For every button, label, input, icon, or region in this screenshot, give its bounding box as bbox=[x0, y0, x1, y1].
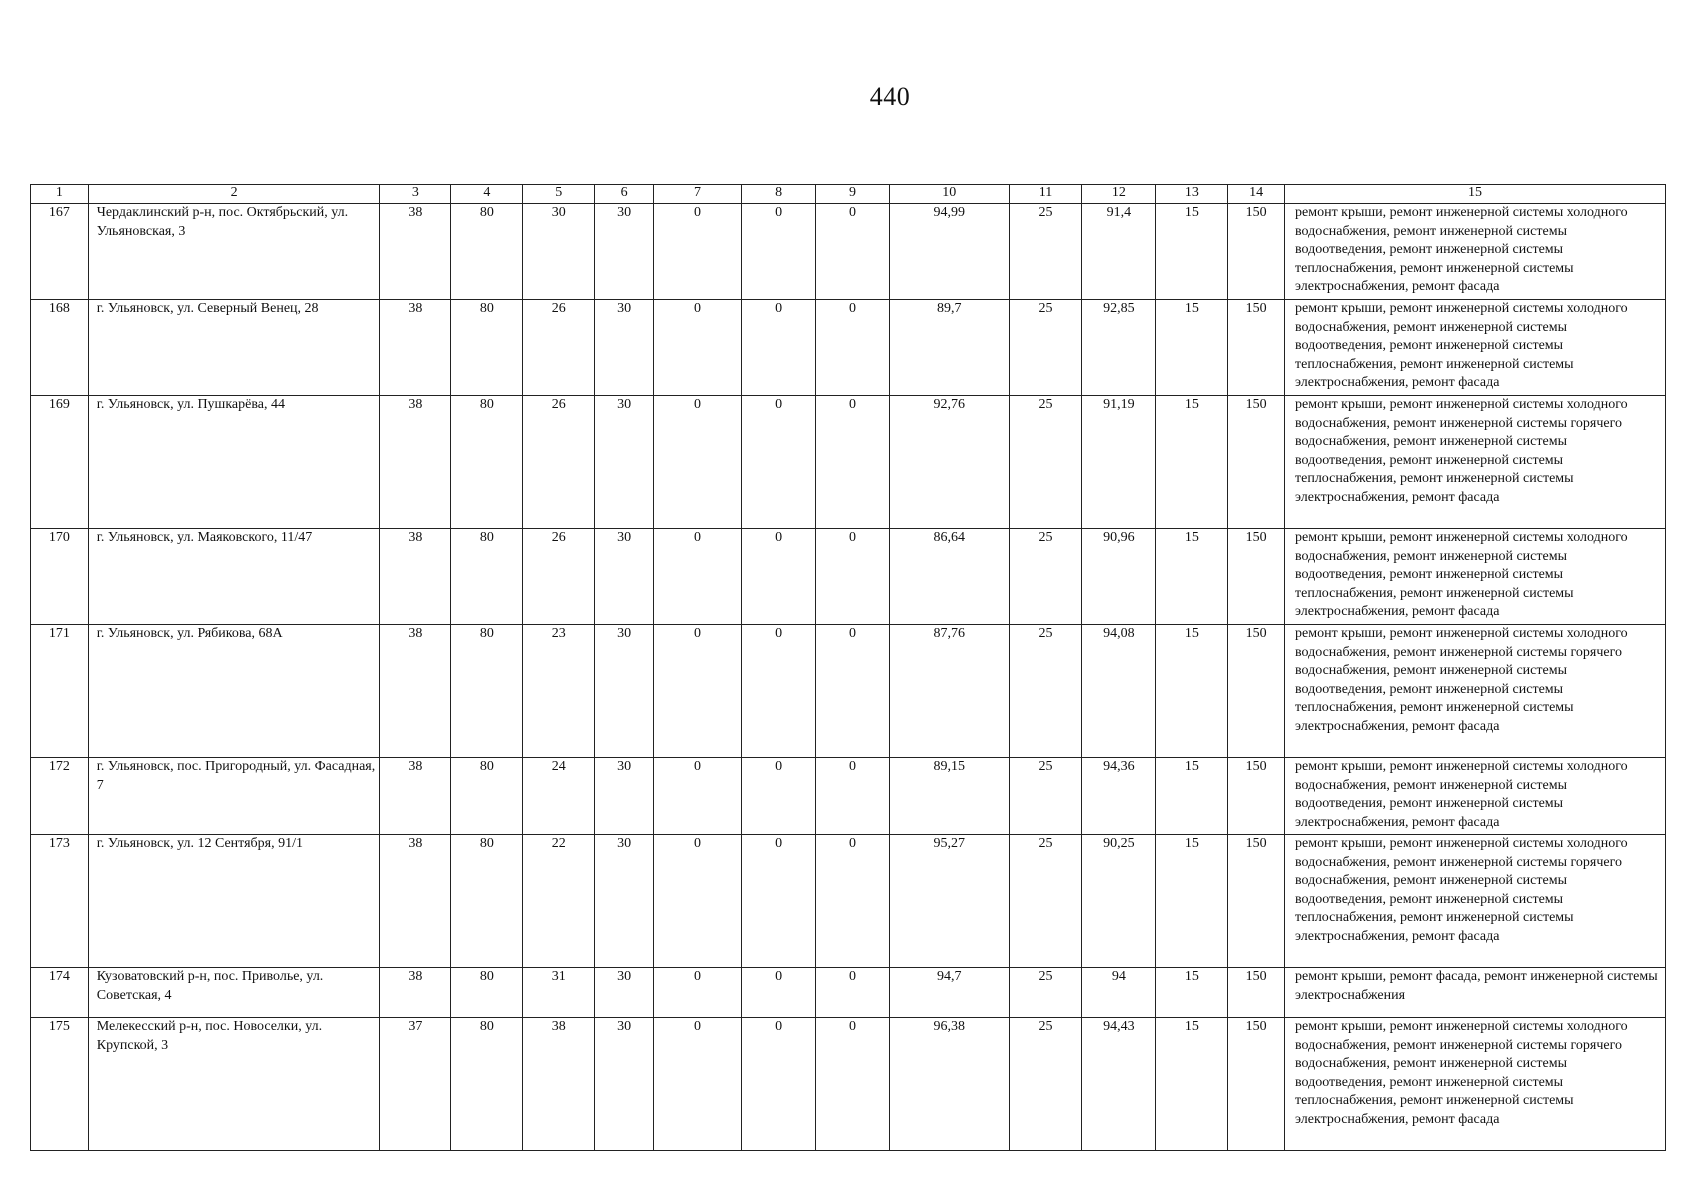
address-cell: г. Ульяновск, ул. Северный Венец, 28 bbox=[88, 300, 380, 396]
cell: 0 bbox=[816, 396, 890, 529]
works-cell: ремонт крыши, ремонт инженерной системы холодного водоснабжения, ремонт инженерной системы горячего водоснабжения, ремонт инженерной системы водоотведения, ремонт инженерной системы теплоснабжения, ремонт инженерной системы электроснабжения, ремонт фасада bbox=[1285, 625, 1666, 758]
table-row bbox=[31, 968, 1666, 1018]
column-header: 11 bbox=[1009, 185, 1082, 204]
table-row bbox=[31, 758, 1666, 835]
row-number: 175 bbox=[31, 1018, 89, 1151]
cell: 25 bbox=[1009, 968, 1082, 1018]
cell: 0 bbox=[742, 835, 816, 968]
cell: 94,36 bbox=[1082, 758, 1156, 835]
cell: 0 bbox=[816, 968, 890, 1018]
column-header: 4 bbox=[451, 185, 523, 204]
cell: 30 bbox=[595, 835, 654, 968]
cell: 15 bbox=[1156, 1018, 1228, 1151]
works-cell: ремонт крыши, ремонт инженерной системы холодного водоснабжения, ремонт инженерной системы горячего водоснабжения, ремонт инженерной системы водоотведения, ремонт инженерной системы теплоснабжения, ремонт инженерной системы электроснабжения, ремонт фасада bbox=[1285, 396, 1666, 529]
table-row bbox=[31, 204, 1666, 300]
cell: 30 bbox=[595, 758, 654, 835]
cell: 80 bbox=[451, 968, 523, 1018]
cell: 89,15 bbox=[889, 758, 1009, 835]
row-number: 168 bbox=[31, 300, 89, 396]
cell: 38 bbox=[380, 529, 451, 625]
column-header: 15 bbox=[1285, 185, 1666, 204]
cell: 23 bbox=[523, 625, 595, 758]
row-number: 169 bbox=[31, 396, 89, 529]
cell: 0 bbox=[816, 300, 890, 396]
cell: 0 bbox=[816, 529, 890, 625]
works-cell: ремонт крыши, ремонт инженерной системы холодного водоснабжения, ремонт инженерной системы водоотведения, ремонт инженерной системы электроснабжения, ремонт фасада bbox=[1285, 758, 1666, 835]
table-row bbox=[31, 529, 1666, 625]
address-cell: г. Ульяновск, пос. Пригородный, ул. Фасадная, 7 bbox=[88, 758, 380, 835]
cell: 150 bbox=[1228, 1018, 1285, 1151]
cell: 0 bbox=[742, 396, 816, 529]
column-header: 10 bbox=[889, 185, 1009, 204]
address-cell: г. Ульяновск, ул. Маяковского, 11/47 bbox=[88, 529, 380, 625]
table-row bbox=[31, 625, 1666, 758]
works-cell: ремонт крыши, ремонт инженерной системы холодного водоснабжения, ремонт инженерной системы водоотведения, ремонт инженерной системы теплоснабжения, ремонт инженерной системы электроснабжения, ремонт фасада bbox=[1285, 529, 1666, 625]
table-row bbox=[31, 396, 1666, 529]
cell: 95,27 bbox=[889, 835, 1009, 968]
cell: 150 bbox=[1228, 625, 1285, 758]
cell: 150 bbox=[1228, 835, 1285, 968]
cell: 92,76 bbox=[889, 396, 1009, 529]
cell: 15 bbox=[1156, 968, 1228, 1018]
column-header: 9 bbox=[816, 185, 890, 204]
row-number: 167 bbox=[31, 204, 89, 300]
cell: 25 bbox=[1009, 1018, 1082, 1151]
repair-program-table bbox=[30, 184, 1666, 1151]
cell: 0 bbox=[816, 204, 890, 300]
works-cell: ремонт крыши, ремонт инженерной системы холодного водоснабжения, ремонт инженерной системы горячего водоснабжения, ремонт инженерной системы водоотведения, ремонт инженерной системы теплоснабжения, ремонт инженерной системы электроснабжения, ремонт фасада bbox=[1285, 1018, 1666, 1151]
works-cell: ремонт крыши, ремонт инженерной системы холодного водоснабжения, ремонт инженерной системы горячего водоснабжения, ремонт инженерной системы водоотведения, ремонт инженерной системы теплоснабжения, ремонт инженерной системы электроснабжения, ремонт фасада bbox=[1285, 835, 1666, 968]
column-header: 3 bbox=[380, 185, 451, 204]
cell: 31 bbox=[523, 968, 595, 1018]
works-cell: ремонт крыши, ремонт фасада, ремонт инженерной системы электроснабжения bbox=[1285, 968, 1666, 1018]
cell: 0 bbox=[653, 1018, 741, 1151]
cell: 0 bbox=[742, 625, 816, 758]
cell: 30 bbox=[595, 625, 654, 758]
cell: 0 bbox=[653, 300, 741, 396]
row-number: 174 bbox=[31, 968, 89, 1018]
address-cell: Мелекесский р-н, пос. Новоселки, ул. Крупской, 3 bbox=[88, 1018, 380, 1151]
cell: 0 bbox=[816, 758, 890, 835]
cell: 37 bbox=[380, 1018, 451, 1151]
cell: 25 bbox=[1009, 758, 1082, 835]
cell: 150 bbox=[1228, 968, 1285, 1018]
cell: 94,43 bbox=[1082, 1018, 1156, 1151]
cell: 22 bbox=[523, 835, 595, 968]
cell: 38 bbox=[380, 835, 451, 968]
cell: 0 bbox=[816, 1018, 890, 1151]
row-number: 172 bbox=[31, 758, 89, 835]
cell: 87,76 bbox=[889, 625, 1009, 758]
cell: 15 bbox=[1156, 835, 1228, 968]
cell: 15 bbox=[1156, 396, 1228, 529]
cell: 80 bbox=[451, 1018, 523, 1151]
column-header: 13 bbox=[1156, 185, 1228, 204]
cell: 38 bbox=[380, 396, 451, 529]
cell: 0 bbox=[816, 835, 890, 968]
table-header bbox=[31, 185, 1666, 204]
cell: 25 bbox=[1009, 204, 1082, 300]
cell: 38 bbox=[523, 1018, 595, 1151]
cell: 0 bbox=[742, 300, 816, 396]
cell: 30 bbox=[595, 204, 654, 300]
cell: 80 bbox=[451, 396, 523, 529]
row-number: 170 bbox=[31, 529, 89, 625]
page-number: 440 bbox=[869, 82, 911, 111]
cell: 0 bbox=[653, 835, 741, 968]
cell: 15 bbox=[1156, 625, 1228, 758]
cell: 94,08 bbox=[1082, 625, 1156, 758]
cell: 91,4 bbox=[1082, 204, 1156, 300]
cell: 0 bbox=[653, 968, 741, 1018]
cell: 89,7 bbox=[889, 300, 1009, 396]
cell: 15 bbox=[1156, 758, 1228, 835]
column-header: 5 bbox=[523, 185, 595, 204]
cell: 25 bbox=[1009, 529, 1082, 625]
cell: 0 bbox=[653, 204, 741, 300]
column-number-row bbox=[31, 185, 1666, 204]
cell: 38 bbox=[380, 968, 451, 1018]
cell: 86,64 bbox=[889, 529, 1009, 625]
cell: 0 bbox=[742, 758, 816, 835]
cell: 0 bbox=[742, 529, 816, 625]
cell: 15 bbox=[1156, 529, 1228, 625]
cell: 150 bbox=[1228, 300, 1285, 396]
column-header: 7 bbox=[653, 185, 741, 204]
column-header: 1 bbox=[31, 185, 89, 204]
cell: 91,19 bbox=[1082, 396, 1156, 529]
cell: 0 bbox=[816, 625, 890, 758]
cell: 38 bbox=[380, 758, 451, 835]
column-header: 12 bbox=[1082, 185, 1156, 204]
cell: 0 bbox=[742, 968, 816, 1018]
cell: 26 bbox=[523, 396, 595, 529]
cell: 94,99 bbox=[889, 204, 1009, 300]
cell: 38 bbox=[380, 625, 451, 758]
cell: 30 bbox=[595, 529, 654, 625]
cell: 0 bbox=[653, 625, 741, 758]
cell: 25 bbox=[1009, 835, 1082, 968]
cell: 25 bbox=[1009, 300, 1082, 396]
cell: 92,85 bbox=[1082, 300, 1156, 396]
cell: 30 bbox=[523, 204, 595, 300]
address-cell: Кузоватовский р-н, пос. Приволье, ул. Советская, 4 bbox=[88, 968, 380, 1018]
address-cell: г. Ульяновск, ул. Пушкарёва, 44 bbox=[88, 396, 380, 529]
address-cell: г. Ульяновск, ул. 12 Сентября, 91/1 bbox=[88, 835, 380, 968]
cell: 96,38 bbox=[889, 1018, 1009, 1151]
cell: 80 bbox=[451, 204, 523, 300]
cell: 80 bbox=[451, 300, 523, 396]
table-body bbox=[31, 204, 1666, 1151]
cell: 0 bbox=[742, 204, 816, 300]
cell: 0 bbox=[653, 529, 741, 625]
cell: 90,96 bbox=[1082, 529, 1156, 625]
cell: 0 bbox=[653, 758, 741, 835]
cell: 26 bbox=[523, 529, 595, 625]
column-header: 8 bbox=[742, 185, 816, 204]
cell: 80 bbox=[451, 529, 523, 625]
table-row bbox=[31, 1018, 1666, 1151]
cell: 0 bbox=[653, 396, 741, 529]
works-cell: ремонт крыши, ремонт инженерной системы холодного водоснабжения, ремонт инженерной системы водоотведения, ремонт инженерной системы теплоснабжения, ремонт инженерной системы электроснабжения, ремонт фасада bbox=[1285, 300, 1666, 396]
cell: 30 bbox=[595, 300, 654, 396]
cell: 94,7 bbox=[889, 968, 1009, 1018]
table-row bbox=[31, 835, 1666, 968]
cell: 80 bbox=[451, 835, 523, 968]
cell: 150 bbox=[1228, 529, 1285, 625]
cell: 90,25 bbox=[1082, 835, 1156, 968]
cell: 80 bbox=[451, 625, 523, 758]
cell: 30 bbox=[595, 1018, 654, 1151]
address-cell: Чердаклинский р-н, пос. Октябрьский, ул. Ульяновская, 3 bbox=[88, 204, 380, 300]
cell: 38 bbox=[380, 204, 451, 300]
cell: 0 bbox=[742, 1018, 816, 1151]
cell: 15 bbox=[1156, 204, 1228, 300]
cell: 94 bbox=[1082, 968, 1156, 1018]
cell: 30 bbox=[595, 396, 654, 529]
cell: 30 bbox=[595, 968, 654, 1018]
cell: 26 bbox=[523, 300, 595, 396]
column-header: 6 bbox=[595, 185, 654, 204]
table-row bbox=[31, 300, 1666, 396]
row-number: 173 bbox=[31, 835, 89, 968]
cell: 25 bbox=[1009, 396, 1082, 529]
address-cell: г. Ульяновск, ул. Рябикова, 68А bbox=[88, 625, 380, 758]
works-cell: ремонт крыши, ремонт инженерной системы холодного водоснабжения, ремонт инженерной системы водоотведения, ремонт инженерной системы теплоснабжения, ремонт инженерной системы электроснабжения, ремонт фасада bbox=[1285, 204, 1666, 300]
cell: 150 bbox=[1228, 204, 1285, 300]
cell: 38 bbox=[380, 300, 451, 396]
cell: 15 bbox=[1156, 300, 1228, 396]
row-number: 171 bbox=[31, 625, 89, 758]
cell: 80 bbox=[451, 758, 523, 835]
cell: 24 bbox=[523, 758, 595, 835]
cell: 25 bbox=[1009, 625, 1082, 758]
cell: 150 bbox=[1228, 758, 1285, 835]
column-header: 2 bbox=[88, 185, 380, 204]
cell: 150 bbox=[1228, 396, 1285, 529]
column-header: 14 bbox=[1228, 185, 1285, 204]
